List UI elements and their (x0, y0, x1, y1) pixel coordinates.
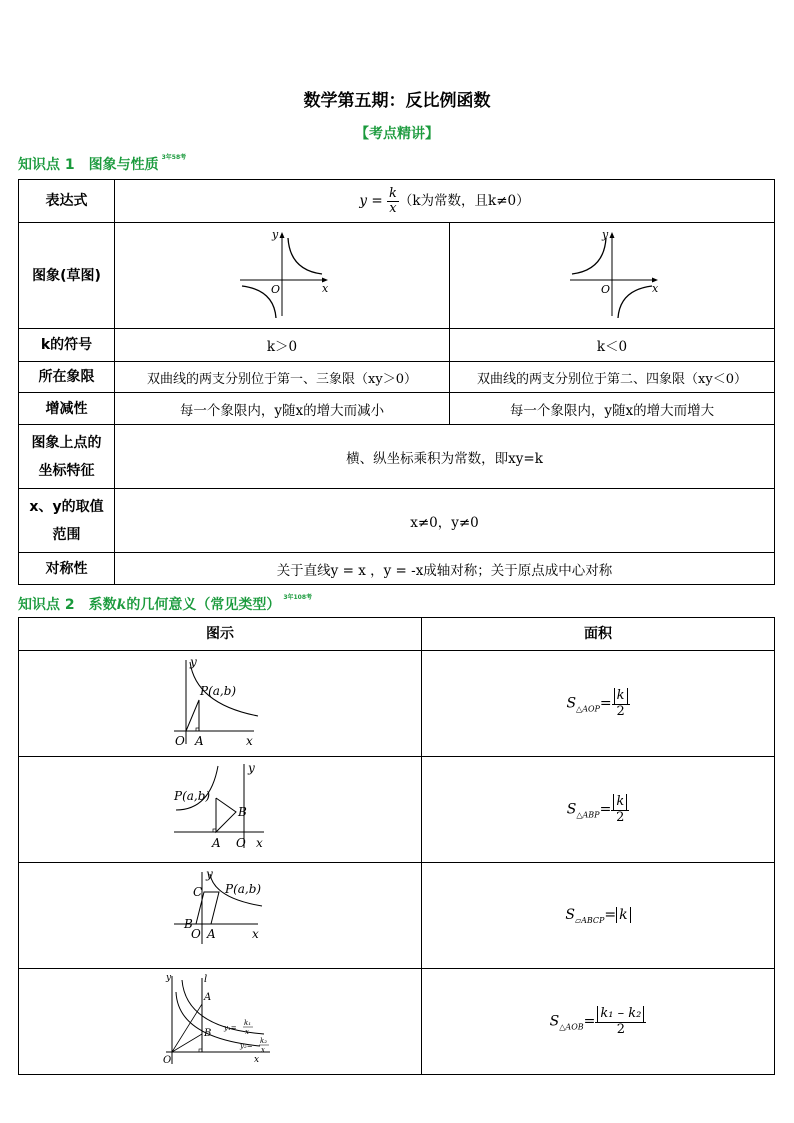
figure-parallelogram-abcp (170, 866, 270, 962)
kp1-table (18, 179, 775, 585)
expr-fraction (387, 187, 399, 216)
monotonicity-negative: 每一个象限内，y随x的增大而增大 (450, 393, 775, 425)
area-den: 2 (616, 704, 625, 719)
area-s: S (566, 801, 577, 818)
kp1-heading (18, 154, 186, 174)
area-fraction (595, 1006, 646, 1037)
figure-triangle-abp (170, 760, 270, 856)
row-label-expression: 表达式 (19, 180, 115, 223)
label-o: O (236, 835, 246, 850)
label-b: B (238, 804, 247, 819)
row-label-graph: 图象(草图) (19, 223, 115, 329)
kp2-name-a: 系数 (88, 597, 117, 613)
label-a: A (207, 926, 216, 941)
table-row (19, 651, 775, 757)
head-area: 面积 (422, 618, 775, 651)
table-row (19, 223, 775, 329)
label-x: x (256, 835, 263, 850)
label-y: y (166, 972, 172, 983)
area-cell-3 (422, 863, 775, 969)
area-fraction (612, 688, 630, 719)
axis-x-label: x (652, 281, 659, 295)
origin-label: O (271, 282, 281, 296)
label-y2: y₂= (240, 1041, 253, 1050)
coord-label-line2: 坐标特征 (38, 462, 95, 479)
table-row (19, 757, 775, 863)
label-o: O (163, 1054, 172, 1066)
expr-den: x (389, 200, 397, 216)
label-k2-den: x (261, 1045, 265, 1054)
axis-y-label: y (602, 227, 609, 241)
area-cell-1 (422, 651, 775, 757)
expr-eq: = (367, 192, 387, 209)
kp1-label: 知识点 1 (18, 157, 75, 173)
quadrant-negative: 双曲线的两支分别位于第二、四象限（xy＜0） (450, 362, 775, 393)
origin-label: O (601, 282, 611, 296)
area-s: S (549, 1013, 560, 1030)
label-a: A (195, 733, 204, 748)
table-row (19, 618, 775, 651)
axis-y-label: y (272, 227, 279, 241)
row-label-coordinate (19, 425, 115, 489)
label-x: x (246, 733, 253, 748)
table-row (19, 362, 775, 393)
table-row (19, 553, 775, 585)
area-num: k (616, 907, 630, 923)
coord-label-line1: 图象上点的 (31, 434, 102, 451)
area-eq: = (599, 801, 612, 818)
area-cell-2 (422, 757, 775, 863)
figure-cell-3 (19, 863, 422, 969)
area-fraction (611, 794, 629, 825)
label-x: x (252, 926, 259, 941)
area-cell-4 (422, 969, 775, 1075)
row-label-symmetry: 对称性 (19, 553, 115, 585)
area-sub: △AOP (576, 704, 600, 714)
row-label-sign: k的符号 (19, 329, 115, 362)
label-k1: k₁ (244, 1018, 252, 1027)
area-num: k₁ – k₂ (597, 1006, 644, 1022)
area-den: 2 (616, 810, 625, 825)
range-label-line1: x、y的取值 (29, 498, 104, 515)
label-b: B (184, 916, 193, 931)
page-title: 数学第五期：反比例函数 (303, 91, 491, 111)
area-eq: = (604, 906, 617, 923)
kp2-name-b: 的几何意义（常见类型） (126, 597, 281, 613)
table-row (19, 180, 775, 223)
figure-triangle-aob (160, 972, 280, 1068)
area-sub: △AOB (559, 1022, 584, 1032)
sign-positive: k＞0 (115, 329, 450, 362)
sign-negative: k＜0 (450, 329, 775, 362)
label-p: P(a,b) (174, 788, 211, 803)
label-y1: y₁= (224, 1023, 237, 1032)
kp2-heading (18, 594, 312, 614)
expr-num: k (388, 185, 397, 201)
hyperbola-negative-graph (562, 228, 662, 320)
range-label-line2: 范围 (52, 526, 81, 543)
kp2-name-k: k (116, 597, 127, 613)
label-k1-den: x (245, 1027, 249, 1036)
area-eq: = (583, 1013, 596, 1030)
area-s: S (566, 695, 577, 712)
monotonicity-positive: 每一个象限内，y随x的增大而减小 (115, 393, 450, 425)
label-y: y (206, 866, 213, 881)
label-y: y (248, 760, 255, 775)
label-o: O (175, 733, 185, 748)
table-row (19, 393, 775, 425)
kp2-note: 3年108考 (283, 594, 313, 601)
label-a: A (212, 835, 221, 850)
section-subtitle: 【考点精讲】 (355, 126, 439, 142)
figure-cell-1 (19, 651, 422, 757)
label-c: C (193, 884, 203, 899)
area-s: S (565, 906, 575, 923)
label-x: x (254, 1054, 260, 1065)
label-p: P(a,b) (225, 881, 262, 896)
kp1-name: 图象与性质 (88, 157, 159, 173)
figure-cell-2 (19, 757, 422, 863)
head-figure: 图示 (19, 618, 422, 651)
expr-rest: （k为常数，且k≠0） (398, 192, 530, 209)
row-label-monotonicity: 增减性 (19, 393, 115, 425)
area-sub: ▱ABCP (574, 915, 605, 925)
expr-y: y (359, 192, 368, 209)
label-a: A (204, 991, 212, 1003)
label-b: B (204, 1027, 212, 1039)
area-den: 2 (616, 1022, 625, 1037)
graph-k-positive (115, 223, 450, 329)
coordinate-feature: 横、纵坐标乘积为常数，即xy=k (115, 425, 775, 489)
area-num: k (614, 688, 628, 704)
kp2-table (18, 617, 775, 1075)
figure-triangle-aop (170, 654, 270, 750)
area-sub: △ABP (576, 810, 600, 820)
axis-x-label: x (322, 281, 329, 295)
label-o: O (191, 926, 201, 941)
area-num: k (613, 794, 627, 810)
table-row (19, 969, 775, 1075)
graph-k-negative (450, 223, 775, 329)
range-value: x≠0，y≠0 (115, 489, 775, 553)
row-label-range (19, 489, 115, 553)
kp1-note: 3年58考 (161, 154, 187, 161)
label-y: y (190, 654, 197, 669)
row-label-quadrant: 所在象限 (19, 362, 115, 393)
table-row (19, 863, 775, 969)
hyperbola-positive-graph (232, 228, 332, 320)
symmetry-value: 关于直线y = x ，y = -x成轴对称；关于原点成中心对称 (115, 553, 775, 585)
kp2-label: 知识点 2 (18, 597, 75, 613)
label-l: l (204, 973, 208, 985)
expression-cell (115, 180, 775, 223)
table-row (19, 329, 775, 362)
quadrant-positive: 双曲线的两支分别位于第一、三象限（xy＞0） (115, 362, 450, 393)
label-p: P(a,b) (200, 683, 237, 698)
table-row (19, 425, 775, 489)
table-row (19, 489, 775, 553)
figure-cell-4 (19, 969, 422, 1075)
label-k2: k₂ (260, 1036, 268, 1045)
area-eq: = (599, 695, 612, 712)
